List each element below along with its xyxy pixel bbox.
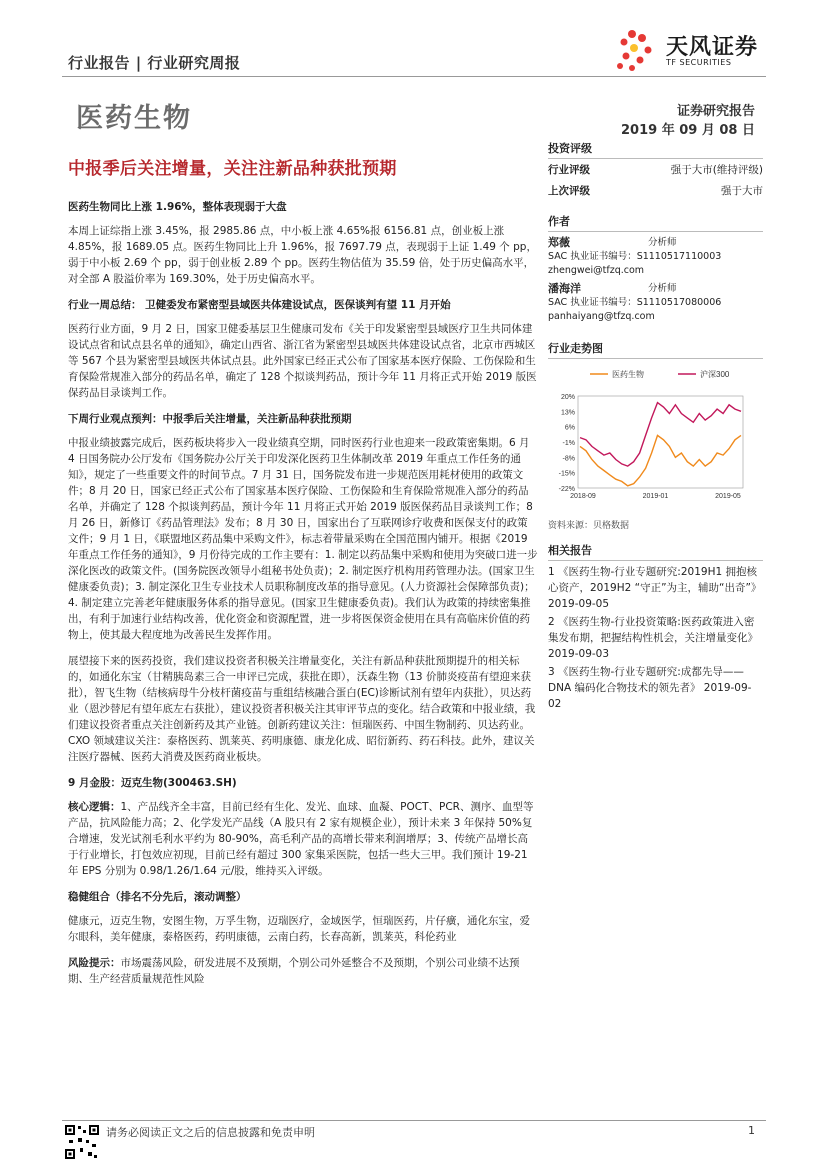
author-cert: SAC 执业证书编号：S1110517080006 [548, 297, 722, 308]
inline-text: 1、产品线齐全丰富，目前已经有生化、发光、血球、血凝、POCT、PCR、测序、血型等产品，抗风险能力高；2、化学发光产品线（A 股只有 2 家有规模企业），预计未来 3 年保持 50%复合增速，发光试剂毛利水平约为 80-90%，高毛利产品的高增长带来利润增厚；3、传统产品增长高于行业增长，打包效应初现，目前已经有超过 300 家集采医院，包括一些大三甲。我们预计 19-21 年 EPS 分别为 0.98/1.26/1.64 元/股，维持买入评级。 [68, 801, 534, 877]
industry-rating-value: 强于大市(维持评级) [670, 164, 763, 176]
related-heading: 相关报告 [548, 542, 763, 561]
report-category: 行业报告 | 行业研究周报 [68, 54, 241, 72]
x-tick-label: 2019-01 [642, 493, 669, 500]
author-block [548, 236, 763, 278]
author-name: 郑薇 [548, 236, 570, 249]
section-paragraph: 中报业绩披露完成后，医药板块将步入一段业绩真空期，同时医药行业也迎来一段政策密集期。6 月 4 日国务院办公厅发布《国务院办公厅关于印发深化医药卫生体制改革 2019 年重点工作任务的通知》，规定了一些重要文件的时间节点。7 月 31 日，国务院发布进一步规范医用耗材使用的政策文件；8 月 20 日，国家已经正式公布了国家基本医疗保险、工伤保险和生育保险常规准入部分的药品名单，并确定了 128 个拟谈判药品，预计今年 11 月将正式开始 2019 版医保药品目录谈判工作；8 月 26 日，新修订《药品管理法》发布；8 月 30 日，国家出台了互联网诊疗收费和医保支付的政策文件；9 月 1 日，《联盟地区药品集中采购文件》，标志着带量采购在全国范围内铺开。根据《2019 年重点工作任务的通知》，9 月份待完成的工作主要有：1. 制定以药品集中采购和使用为突破口进一步深化医改的政策文件。(国务院医改领导小组秘书处负责)；2. 制定医疗机构用药管理办法。(国家卫生健康委负责)；3. 制定深化卫生专业技术人员职称制度改革的指导意见。(人力资源社会保障部负责)；4. 制定建立完善老年健康服务体系的指导意见。(国家卫生健康委负责)。我们认为政策的持续密集推出，有利于加速行业结构改善，优化资金和资源配置，进一步将医保资金使用在具有高临床价值的药物上，使其最大程度地为改善民生发挥作用。 [68, 437, 538, 641]
related-report-item[interactable]: 1 《医药生物-行业专题研究:2019H1 拥抱核心资产，2019H2 “守正”为主，辅助“出奇”》 2019-09-05 [548, 566, 762, 610]
section-paragraph: 展望接下来的医药投资，我们建议投资者积极关注增量变化，关注有新品种获批预期提升的相关标的，如通化东宝（甘精胰岛素三合一申评已完成，获批在即），沃森生物（13 价肺炎疫苗有望迎来获批），智飞生物（结核病母牛分枝杆菌疫苗与重组结核融合蛋白(EC)诊断试剂有望年内获批），贝达药业（恩沙替尼有望年底左右获批），建议投资者积极关注其审评节点的变化。结合政策和中报业绩，我们建议投资者重点关注创新药及其产业链。创新药建议关注：恒瑞医药、中国生物制药、贝达药业。CXO 领域建议关注：泰格医药、凯莱英、药明康德、康龙化成、昭衍新药、药石科技。此外，建议关注医疗器械、医药大消费及医药商业板块。 [68, 655, 536, 763]
qr-code-icon [64, 1124, 100, 1160]
section-paragraph [68, 799, 538, 879]
chart-source: 资料来源：贝格数据 [548, 521, 630, 531]
related-report-item[interactable]: 2 《医药生物-行业投资策略:医药政策进入密集发布期，把握结构性机会，关注增量变化》 2019-09-03 [548, 616, 758, 660]
disclaimer-text: 请务必阅读正文之后的信息披露和免责申明 [106, 1126, 315, 1139]
author-email[interactable]: panhaiyang@tfzq.com [548, 311, 655, 322]
series-line [580, 435, 741, 485]
section-heading: 稳健组合（排名不分先后，滚动调整） [68, 891, 247, 903]
series-line [580, 403, 741, 467]
last-rating-value: 强于大市 [721, 185, 763, 197]
y-tick-label: -1% [562, 440, 575, 447]
footer-divider [62, 1120, 766, 1121]
y-tick-label: 6% [564, 424, 575, 432]
author-email[interactable]: zhengwei@tfzq.com [548, 265, 645, 276]
author-name: 潘海洋 [548, 282, 581, 295]
report-title: 中报季后关注增量，关注注新品种获批预期 [68, 159, 397, 179]
inline-text: 市场震荡风险，研发进展不及预期，个别公司外延整合不及预期，个别公司业绩不达预期、生产经营质量规范性风险 [68, 957, 520, 985]
sector-title: 医药生物 [76, 103, 192, 134]
author-role: 分析师 [648, 283, 677, 294]
sidebar [548, 140, 763, 359]
y-tick-label: 13% [560, 409, 575, 417]
legend-label: 沪深300 [700, 370, 730, 379]
legend-label: 医药生物 [612, 370, 644, 379]
related-report-item[interactable]: 3 《医药生物-行业专题研究:成都先导——DNA 编码化合物技术的领先者》 2019-09-02 [548, 666, 752, 710]
author-block [548, 282, 763, 324]
header-divider [62, 76, 766, 77]
y-tick-label: 20% [560, 394, 575, 401]
x-tick-label: 2018-09 [570, 493, 596, 500]
main-content [68, 199, 538, 987]
y-tick-label: -22% [558, 486, 575, 493]
rating-heading: 投资评级 [548, 140, 763, 159]
authors-heading: 作者 [548, 213, 763, 232]
report-date: 2019 年 09 月 08 日 [621, 123, 755, 138]
y-tick-label: -15% [558, 470, 575, 478]
industry-trend-chart [548, 366, 768, 516]
section-paragraph [68, 955, 538, 987]
related-reports [548, 542, 763, 712]
inline-label: 风险提示： [68, 957, 121, 969]
inline-label: 核心逻辑： [68, 801, 121, 813]
report-type: 证券研究报告 [676, 104, 755, 119]
section-paragraph: 健康元，迈克生物，安图生物，万孚生物，迈瑞医疗，金域医学，恒瑞医药，片仔癀，通化东宝，爱尔眼科，美年健康，泰格医药，药明康德，云南白药，长春高新，凯莱英，科伦药业 [68, 915, 530, 943]
section-heading: 下周行业观点预判：中报季后关注增量，关注新品种获批预期 [68, 413, 352, 425]
section-paragraph: 医药行业方面，9 月 2 日，国家卫健委基层卫生健康司发布《关于印发紧密型县域医疗卫生共同体建设试点省和试点县名单的通知》，确定山西省、浙江省为紧密型县域医共体建设试点省，北京市西城区等 567 个县为紧密型县域医共体试点县。此外国家已经正式公布了国家基本医疗保险、工伤保险和生育保险常规准入部分的药品名单，确定了 128 个拟谈判药品，预计今年 11 月将正式开始 2019 版医保药品目录谈判工作。 [68, 323, 537, 399]
section-paragraph: 本周上证综指上涨 3.45%，报 2985.86 点，中小板上涨 4.65%报 6156.81 点，创业板上涨 4.85%，报 1689.05 点。医药生物同比上升 1.96%，报 7697.79 点，表现弱于上证 1.49 个 pp，弱于中小板 2.69 个 pp，弱于创业板 2.89 个 pp。医药生物估值为 35.59 倍，处于历史偏高水平，对全部 A 股溢价率为 169.30%，处于历史偏高水平。 [68, 225, 537, 285]
trend-heading: 行业走势图 [548, 340, 763, 359]
x-tick-label: 2019-05 [715, 493, 741, 500]
last-rating-row [548, 180, 763, 201]
brand-english: TF SECURITIES [666, 58, 732, 67]
section-heading: 9 月金股：迈克生物(300463.SH) [68, 777, 237, 789]
page-number: 1 [748, 1124, 755, 1137]
industry-rating-label: 行业评级 [548, 164, 590, 176]
section-heading: 医药生物同比上涨 1.96%，整体表现弱于大盘 [68, 201, 287, 213]
author-cert: SAC 执业证书编号：S1110517110003 [548, 251, 722, 262]
brand-name: 天风证券 [666, 35, 759, 60]
last-rating-label: 上次评级 [548, 185, 590, 197]
y-tick-label: -8% [562, 455, 575, 463]
industry-rating-row [548, 159, 763, 180]
section-heading: 行业一周总结： 卫健委发布紧密型县域医共体建设试点，医保谈判有望 11 月开始 [68, 299, 451, 311]
author-role: 分析师 [648, 237, 677, 248]
